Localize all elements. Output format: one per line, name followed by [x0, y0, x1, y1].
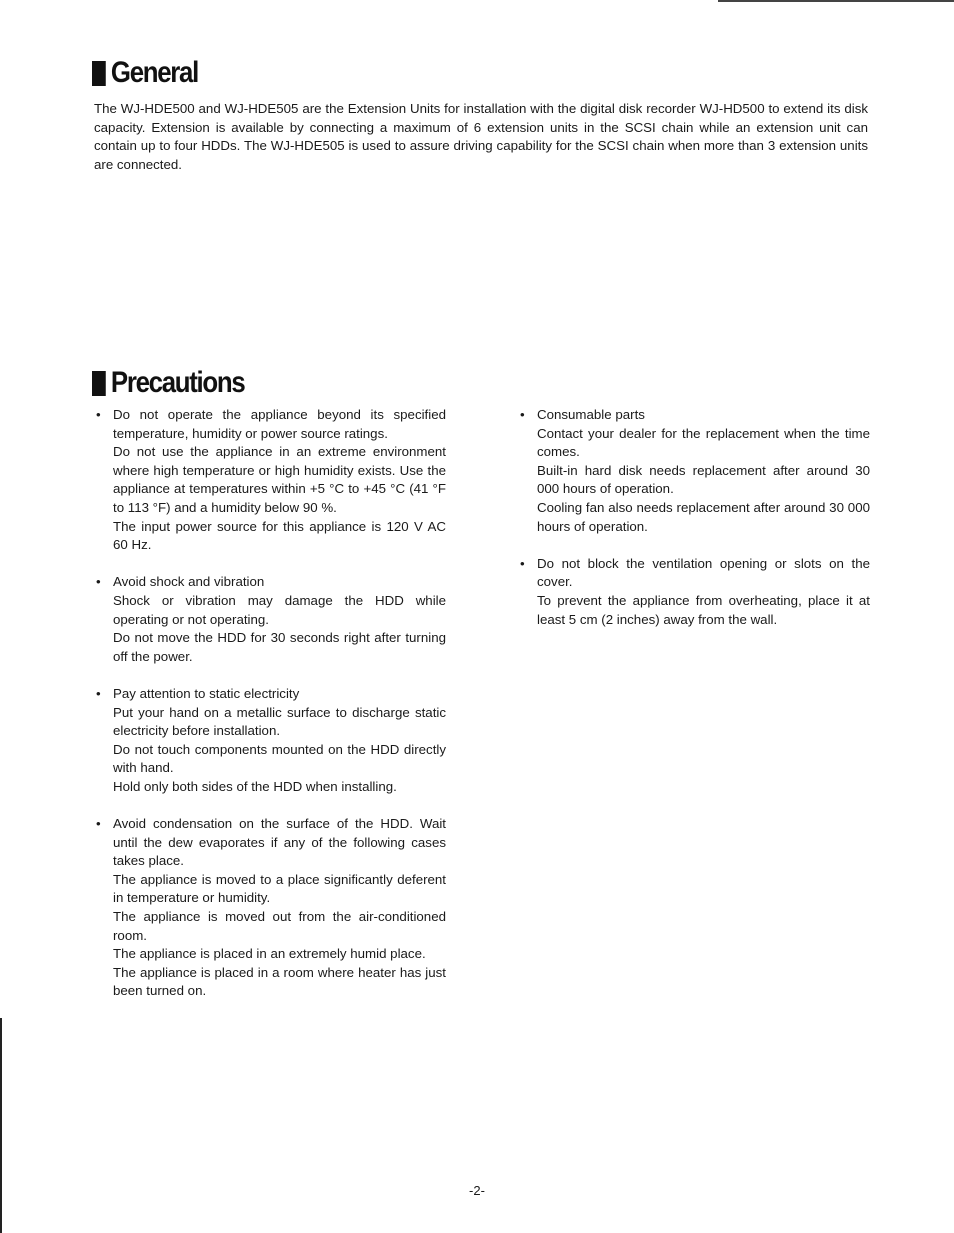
precaution-line: Do not touch components mounted on the HDD directly with hand. [113, 741, 446, 776]
heading-square-icon [92, 61, 106, 86]
precaution-item-static-electricity [96, 685, 446, 797]
precaution-item-ventilation [520, 555, 870, 629]
precaution-line: Contact your dealer for the replacement when the time comes. [537, 425, 870, 460]
precautions-left-column [96, 406, 446, 1020]
precaution-line: Hold only both sides of the HDD when installing. [113, 778, 397, 794]
precaution-item-operating-ratings [96, 406, 446, 555]
precaution-line: Consumable parts [537, 407, 645, 422]
precautions-heading [92, 366, 244, 400]
precaution-item-condensation [96, 815, 446, 1001]
precaution-line: Pay attention to static electricity [113, 685, 300, 701]
bullet-icon: • [96, 685, 101, 701]
precaution-line: To prevent the appliance from overheating, place it at least 5 cm (2 inches) away from the wall. [537, 592, 870, 627]
general-heading [92, 56, 198, 90]
precaution-line: Shock or vibration may damage the HDD while operating or not operating. [113, 592, 446, 627]
precaution-line: Avoid shock and vibration [113, 574, 265, 590]
general-heading-text: General [110, 56, 198, 89]
precaution-line: Do not block the ventilation opening or slots on the cover. [537, 555, 870, 590]
precaution-line: The appliance is placed in a room where heater has just been turned on. [113, 964, 446, 999]
precaution-line: Put your hand on a metallic surface to discharge static electricity before installation. [113, 704, 446, 739]
precautions-heading-text: Precautions [110, 366, 245, 399]
heading-square-icon [92, 371, 106, 396]
precaution-line: The appliance is moved to a place significantly deferent in temperature or humidity. [113, 871, 446, 906]
precautions-right-column [520, 406, 870, 648]
precaution-line: The appliance is placed in an extremely humid place. [113, 946, 426, 962]
bullet-icon: • [96, 574, 101, 590]
precaution-line: Do not use the appliance in an extreme environment where high temperature or high humidity exists. Use the appliance at temperatures within +5 °C to +45 °C (41 °F to 113 °F) and a humidity below 90 %. [113, 444, 446, 515]
precaution-line: Built-in hard disk needs replacement after around 30 000 hours of operation. [537, 462, 870, 497]
left-edge-rule [0, 1018, 2, 1233]
precaution-line: The input power source for this appliance is 120 V AC 60 Hz. [113, 518, 446, 553]
precaution-line: The appliance is moved out from the air-conditioned room. [113, 909, 446, 943]
general-intro-paragraph: The WJ-HDE500 and WJ-HDE505 are the Extension Units for installation with the digital disk recorder WJ-HD500 to extend its disk capacity. Extension is available by connecting a maximum of 6 extension units in the SCSI chain while an extension unit can contain up to four HDDs. The WJ-HDE505 is used to assure driving capability for the SCSI chain when more than 3 extension units are connected. [94, 101, 868, 172]
precaution-line: Do not move the HDD for 30 seconds right after turning off the power. [113, 630, 446, 664]
precaution-item-consumable-parts [520, 406, 870, 536]
bullet-icon: • [96, 407, 101, 422]
bullet-icon: • [520, 407, 525, 422]
precaution-line: Cooling fan also needs replacement after around 30 000 hours of operation. [537, 499, 870, 534]
bullet-icon: • [96, 816, 101, 832]
precaution-line: Do not operate the appliance beyond its specified temperature, humidity or power source ratings. [113, 407, 446, 441]
top-edge-rule [718, 0, 954, 2]
page-number: -2- [469, 1183, 485, 1198]
precaution-item-shock-vibration [96, 573, 446, 666]
precaution-line: Avoid condensation on the surface of the HDD. Wait until the dew evaporates if any of the following cases takes place. [113, 816, 446, 869]
bullet-icon: • [520, 555, 525, 571]
